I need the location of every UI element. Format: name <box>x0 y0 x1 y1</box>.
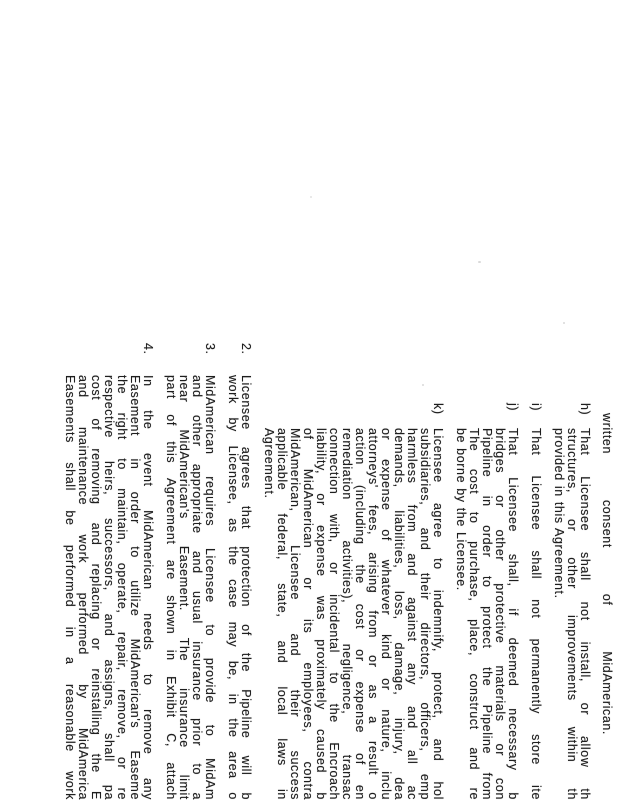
text-line: applicable federal, state, and local laws in <box>275 428 289 800</box>
text-line: written consent of MidAmerican. <box>600 413 614 735</box>
text-line: of MidAmerican or its employees, contra <box>301 428 315 800</box>
scan-speck <box>563 322 565 324</box>
paragraph-lines <box>529 428 542 800</box>
text-line: MidAmerican, Licensee and their success <box>288 428 302 800</box>
list-marker: k) <box>431 403 445 415</box>
paragraph-item-h <box>552 343 591 800</box>
text-line: In the event MidAmerican needs to remove any <box>141 375 155 800</box>
list-marker: 4. <box>141 343 155 355</box>
list-marker: 3. <box>203 343 217 355</box>
text-line: work by Licensee, as the case may be, in the area o <box>226 375 240 800</box>
paragraph-lines <box>454 428 519 800</box>
list-marker: 2. <box>239 343 253 355</box>
text-line: Agreement. <box>262 428 276 499</box>
paragraph-item-j <box>454 343 519 800</box>
paragraph-lines <box>164 375 216 800</box>
paragraph-item-2 <box>226 343 252 800</box>
text-line: attorneys' fees, arising from or as a result o <box>366 428 380 800</box>
text-line: and other appropriate and usual insurance prior to a <box>190 375 204 800</box>
text-line: That Licensee shall not install, or allow th <box>578 428 592 800</box>
text-line: near MidAmerican's Easement. The insurance limit <box>177 375 191 800</box>
text-line: structures, or other improvements within th <box>565 428 579 800</box>
text-line: Licensee agrees that protection of the Pipeline will b <box>239 375 253 800</box>
text-line: That Licensee shall, if deemed necessary b <box>506 428 520 800</box>
text-line: cost of removing and replacing or reinstalling the E <box>89 375 103 800</box>
text-line: liability, or expense was proximately caused b <box>314 428 328 800</box>
text-line: connection with, or incidental to the Encroach <box>327 428 341 800</box>
paragraph-item-i <box>529 343 542 800</box>
text-line: provided in this Agreement. <box>552 428 566 599</box>
text-line: The cost to purchase, place, construct and re <box>467 428 481 800</box>
text-line: part of this Agreement are shown in Exhibit C, attach <box>164 375 178 800</box>
text-line: Easements shall be performed in a reasonable work <box>63 375 77 800</box>
text-line: remediation activities), negligence, transac <box>340 428 354 800</box>
text-line: be borne by the Licensee. <box>454 428 468 591</box>
paragraph-lines <box>552 428 591 800</box>
scanned-document-page <box>53 343 613 800</box>
list-marker: j) <box>506 403 520 412</box>
text-line: Licensee agree to indemnify, protect, and hol <box>431 428 445 800</box>
paragraph-item-4 <box>63 343 154 800</box>
scan-speck <box>310 196 312 198</box>
scan-speck <box>422 384 424 386</box>
text-line: That Licensee shall not permanently store ite <box>529 428 543 800</box>
paragraph-item-3 <box>164 343 216 800</box>
text-line: harmless from and against any and all ac <box>405 428 419 800</box>
text-line: or expense of whatever kind or nature, inclu <box>379 428 393 800</box>
text-line: and maintenance work performed by MidAmerica <box>76 375 90 800</box>
scan-speck <box>478 261 481 263</box>
text-line: demands, liabilities, loss, damage, injury, dea <box>392 428 406 800</box>
text-line: Pipeline in order to protect the Pipeline from <box>480 428 494 800</box>
paragraph-item-k <box>262 343 444 800</box>
paragraph-lines <box>63 375 154 800</box>
list-marker: h) <box>578 403 592 416</box>
list-marker: i) <box>529 403 543 412</box>
text-line: Easement in order to utilize MidAmerican's Easeme <box>128 375 142 800</box>
text-line: the right to maintain, operate, repair, remove, or re <box>115 375 129 800</box>
text-line: subsidiaries, and their directors, officers, emp <box>418 428 432 800</box>
text-line: bridges or other protective materials or con <box>493 428 507 800</box>
paragraph-lines <box>262 428 444 800</box>
text-line: action (including the cost or expense of en <box>353 428 367 800</box>
text-line: MidAmerican requires Licensee to provide to MidAm <box>203 375 217 800</box>
paragraph-continuation <box>600 343 613 800</box>
text-line: respective heirs, successors, and assigns, shall pa <box>102 375 116 800</box>
paragraph-lines <box>226 375 252 800</box>
